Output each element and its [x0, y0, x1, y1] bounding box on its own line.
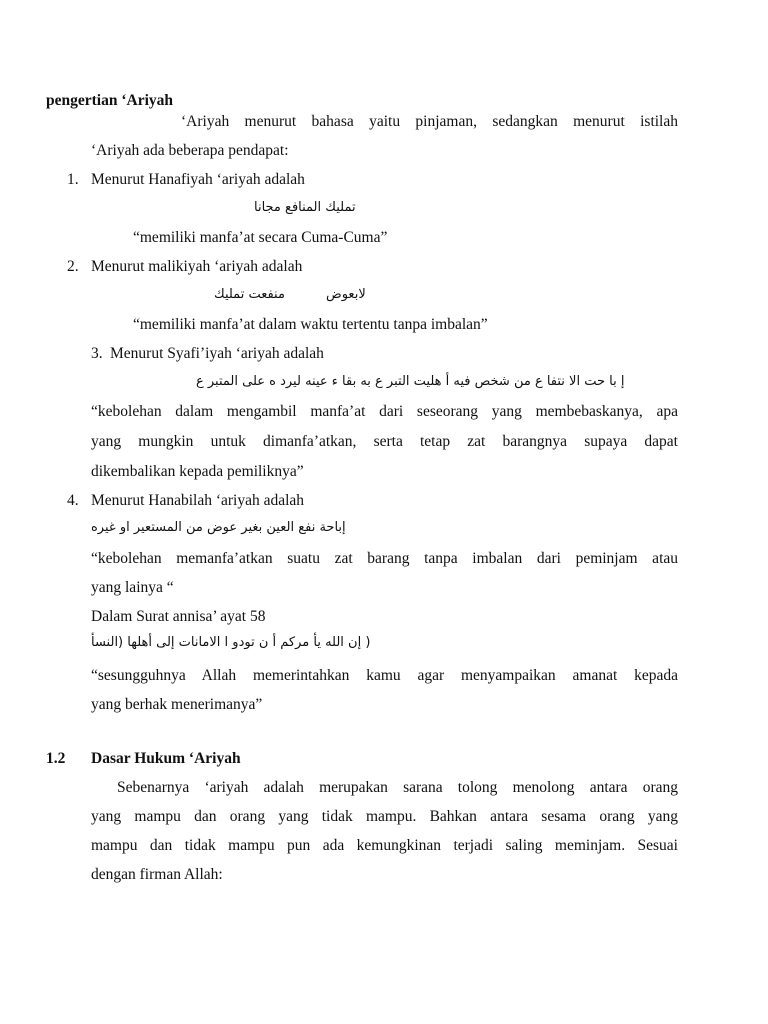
list-heading: Menurut Syafi’iyah ‘ariyah adalah	[110, 345, 324, 362]
translation: yang mungkin untuk dimanfa’atkan, serta tetap zat barangnya supaya dapat	[91, 433, 678, 450]
arabic-text: منفعت تمليك	[214, 287, 285, 302]
section-number: 1.2	[46, 750, 66, 767]
translation: “kebolehan dalam mengambil manfa’at dari seseorang yang membebaskanya, apa	[91, 403, 678, 420]
translation: “memiliki manfa’at secara Cuma-Cuma”	[133, 229, 388, 246]
paragraph-line: yang mampu dan orang yang tidak mampu. Bahkan antara sesama orang yang	[91, 808, 678, 825]
translation: “sesungguhnya Allah memerintahkan kamu agar menyampaikan amanat kepada	[91, 667, 678, 684]
verse-reference: Dalam Surat annisa’ ayat 58	[91, 608, 266, 625]
list-number: 1.	[67, 171, 79, 188]
list-number: 4.	[67, 492, 79, 509]
list-heading: Menurut Hanabilah ‘ariyah adalah	[91, 492, 305, 509]
arabic-text: ( إن الله يأ مركم أ ن تودو ا الامانات إلى أهلها (النسأ	[91, 635, 371, 650]
intro-line: ‘Ariyah ada beberapa pendapat:	[91, 142, 289, 159]
paragraph-line: mampu dan tidak mampu pun ada kemungkinan terjadi saling meminjam. Sesuai	[91, 837, 678, 854]
list-number: 2.	[67, 258, 79, 275]
list-number: 3.	[91, 345, 103, 362]
translation: yang berhak menerimanya”	[91, 696, 263, 713]
section-title: pengertian ‘Ariyah	[46, 92, 174, 109]
translation: “kebolehan memanfa’atkan suatu zat barang tanpa imbalan dari peminjam atau	[91, 550, 678, 567]
arabic-text: إباحة نفع العين بغير عوض من المستعير او غيره	[91, 520, 346, 535]
section-title: Dasar Hukum ‘Ariyah	[91, 750, 241, 767]
intro-line: ‘Ariyah menurut bahasa yaitu pinjaman, sedangkan menurut istilah	[181, 113, 678, 130]
arabic-text: لابعوض	[326, 287, 366, 302]
paragraph-line: Sebenarnya ‘ariyah adalah merupakan sarana tolong menolong antara orang	[117, 779, 678, 796]
list-heading: Menurut Hanafiyah ‘ariyah adalah	[91, 171, 305, 188]
translation: yang lainya “	[91, 579, 174, 596]
arabic-text: تمليك المنافع مجانا	[254, 200, 356, 215]
translation: dikembalikan kepada pemiliknya”	[91, 463, 304, 480]
translation: “memiliki manfa’at dalam waktu tertentu tanpa imbalan”	[133, 316, 488, 333]
paragraph-line: dengan firman Allah:	[91, 866, 223, 883]
list-heading: Menurut malikiyah ‘ariyah adalah	[91, 258, 303, 275]
arabic-text: إ با حت الا نتفا ع من شخص فيه أ هليت التبر ع به بقا ء عينه ليرد ه على المتبر ع	[196, 374, 625, 389]
